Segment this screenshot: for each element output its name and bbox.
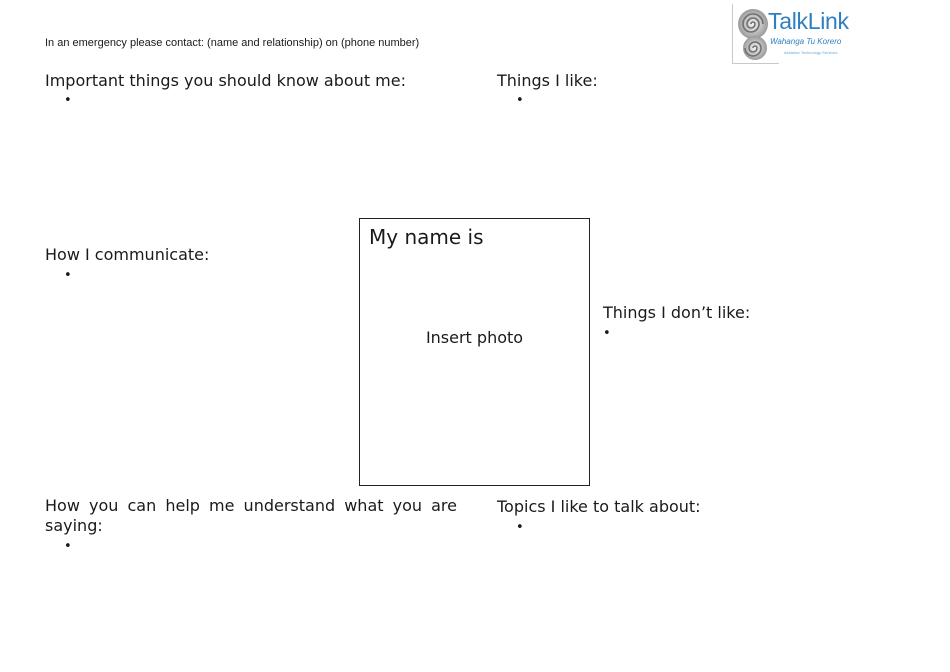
bullet-dislikes: • <box>603 326 611 341</box>
photo-box <box>359 218 590 486</box>
section-heading-likes: Things I like: <box>497 71 598 90</box>
bullet-likes: • <box>516 93 524 108</box>
section-heading-help-understand: How you can help me understand what you are saying: <box>45 496 457 535</box>
talklink-logo <box>732 4 856 66</box>
bullet-important: • <box>64 93 72 108</box>
section-heading-important: Important things you should know about me: <box>45 71 406 90</box>
logo-tagline: Assistive Technology Services <box>784 50 838 55</box>
bullet-help-understand: • <box>64 539 72 554</box>
photo-placeholder: Insert photo <box>425 328 524 347</box>
bullet-communicate: • <box>64 268 72 283</box>
section-heading-dislikes: Things I don’t like: <box>603 303 751 322</box>
section-heading-topics: Topics I like to talk about: <box>497 497 701 516</box>
logo-title: TalkLink <box>768 8 849 34</box>
emergency-contact-line: In an emergency please contact: (name and relationship) on (phone number) <box>45 37 420 49</box>
section-heading-communicate: How I communicate: <box>45 245 210 264</box>
logo-subtitle: Wahanga Tu Korero <box>770 37 842 46</box>
name-label: My name is <box>369 225 484 249</box>
bullet-topics: • <box>516 520 524 535</box>
